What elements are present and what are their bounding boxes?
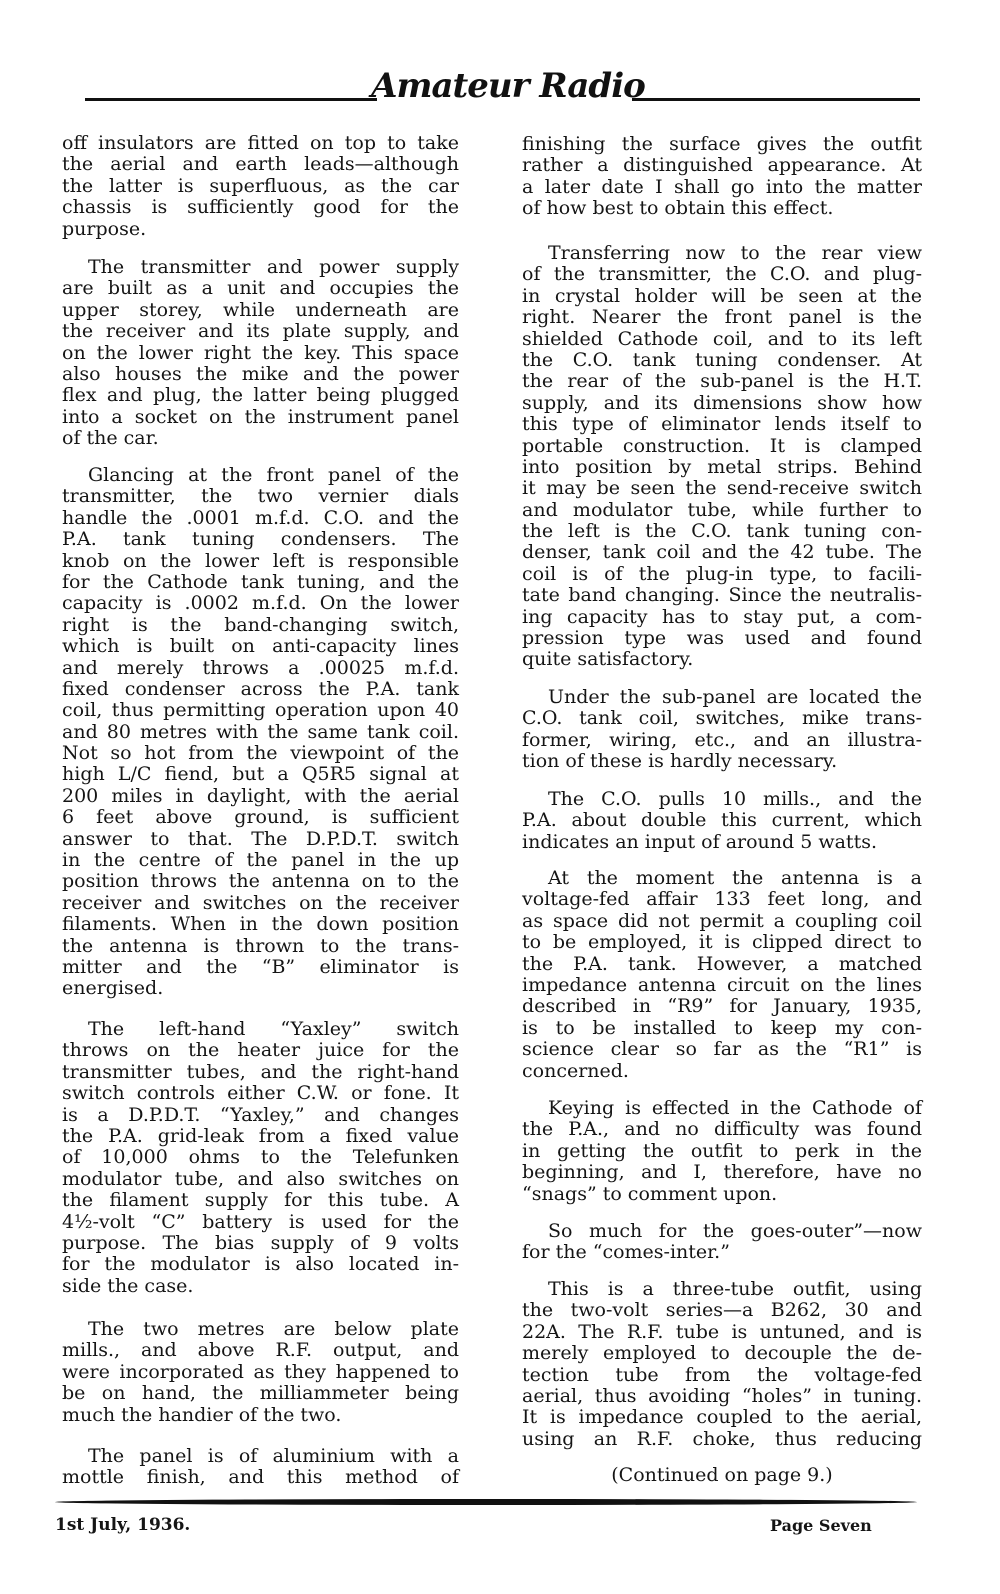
text-line: portable construction. It is clamped <box>522 434 922 457</box>
text-line: This is a three-tube outfit, using <box>548 1278 922 1300</box>
text-line: were incorporated as they happened to <box>62 1360 459 1383</box>
text-line: upper storey, while underneath are <box>62 298 459 321</box>
paragraph <box>522 687 922 773</box>
issue-date: 1st July, 1936. <box>55 1515 191 1535</box>
text-line: The transmitter and power supply <box>88 256 459 278</box>
text-line: ing capacity has to stay put, a com- <box>522 605 922 628</box>
text-line: The panel is of aluminium with a <box>88 1445 459 1467</box>
paragraph <box>522 1221 922 1264</box>
paragraph <box>62 465 459 1000</box>
text-line: are built as a unit and occupies the <box>62 277 459 300</box>
paragraph <box>62 133 459 240</box>
text-line: throws on the heater juice for the <box>62 1039 459 1062</box>
text-line: the two-volt series—a B262, 30 and <box>522 1299 922 1322</box>
text-line: The two metres are below plate <box>88 1318 459 1340</box>
paragraph <box>522 1279 922 1450</box>
text-line: the receiver and its plate supply, and <box>62 320 459 343</box>
text-line: supply, and its dimensions show how <box>522 391 922 414</box>
text-line: Transferring now to the rear view <box>548 242 922 264</box>
text-line: a later date I shall go into the matter <box>522 175 922 198</box>
text-line: handle the .0001 m.f.d. C.O. and the <box>62 506 459 529</box>
text-line: science clear so far as the “R1” is <box>522 1038 922 1061</box>
text-line: It is impedance coupled to the aerial, <box>522 1406 922 1429</box>
text-line: mitter and the “B” eliminator is <box>62 955 459 978</box>
text-line: “snags” to comment upon. <box>522 1182 778 1205</box>
text-line: fixed condenser across the P.A. tank <box>62 677 459 700</box>
text-line: 4½-volt “C” battery is used for the <box>62 1210 459 1233</box>
text-line: The C.O. pulls 10 mills., and the <box>548 788 922 810</box>
masthead-logo: Amateur Radio <box>371 66 645 106</box>
text-line: on the lower right the key. This space <box>62 341 459 364</box>
text-line: the antenna is thrown to the trans- <box>62 934 459 957</box>
text-line: right. Nearer the front panel is the <box>522 306 922 329</box>
paragraph <box>522 789 922 853</box>
text-line: for the Cathode tank tuning, and the <box>62 570 459 593</box>
text-line: right is the band-changing switch, <box>62 613 459 636</box>
text-line: of 10,000 ohms to the Telefunken <box>62 1146 459 1169</box>
text-line: receiver and switches on the receiver <box>62 891 459 914</box>
text-line: the P.A. tank. However, a matched <box>522 952 922 975</box>
text-line: chassis is sufficiently good for the <box>62 196 459 219</box>
text-line: using an R.F. choke, thus reducing <box>522 1427 922 1450</box>
text-line: denser, tank coil and the 42 tube. The <box>522 541 922 564</box>
text-line: it may be seen the send-receive switch <box>522 477 922 500</box>
text-line: in crystal holder will be seen at the <box>522 284 922 307</box>
text-line: coil is of the plug-in type, to facili- <box>522 562 922 585</box>
text-line: to be employed, it is clipped direct to <box>522 931 922 954</box>
text-line: the C.O. tank tuning condenser. At <box>522 348 922 371</box>
text-line: the rear of the sub-panel is the H.T. <box>522 370 922 393</box>
paragraph <box>62 1446 459 1489</box>
paragraph <box>62 257 459 450</box>
text-line: P.A. tank tuning condensers. The <box>62 528 459 551</box>
text-line: and 80 metres with the same tank coil. <box>62 720 459 743</box>
text-line: purpose. <box>62 217 147 240</box>
left-column <box>62 0 459 1594</box>
text-line: answer to that. The D.P.D.T. switch <box>62 827 459 850</box>
page-number: Page Seven <box>770 1516 872 1535</box>
text-line: the P.A. grid-leak from a fixed value <box>62 1124 459 1147</box>
text-line: of the car. <box>62 427 159 450</box>
text-line: beginning, and I, therefore, have no <box>522 1161 922 1184</box>
text-line: shielded Cathode coil, and to its left <box>522 327 922 350</box>
text-line: aerial, thus avoiding “holes” in tuning. <box>522 1384 922 1407</box>
text-line: coil, thus permitting operation upon 40 <box>62 699 459 722</box>
text-line: Not so hot from the viewpoint of the <box>62 742 459 765</box>
text-line: energised. <box>62 977 164 1000</box>
text-line: P.A. about double this current, which <box>522 809 922 832</box>
text-line: the latter is superfluous, as the car <box>62 174 459 197</box>
text-line: Under the sub-panel are located the <box>548 686 922 708</box>
text-line: for the “comes-inter.” <box>522 1241 730 1264</box>
paragraph <box>522 1098 922 1205</box>
text-line: Glancing at the front panel of the <box>88 464 459 486</box>
footer-rule <box>55 1499 917 1505</box>
text-line: in the centre of the panel in the up <box>62 849 459 872</box>
text-line: position throws the antenna on to the <box>62 870 459 893</box>
text-line: 6 feet above ground, is sufficient <box>62 806 459 829</box>
text-line: of the transmitter, the C.O. and plug- <box>522 263 922 286</box>
text-line: 22A. The R.F. tube is untuned, and is <box>522 1320 922 1343</box>
text-line: impedance antenna circuit on the lines <box>522 973 922 996</box>
text-line: finishing the surface gives the outfit <box>522 133 922 155</box>
text-line: off insulators are fitted on top to take <box>62 132 459 154</box>
right-column <box>522 0 922 1594</box>
text-line: tate band changing. Since the neutralis- <box>522 584 922 607</box>
text-line: and modulator tube, while further to <box>522 498 922 521</box>
text-line: as space did not permit a coupling coil <box>522 909 922 932</box>
text-line: 200 miles in daylight, with the aerial <box>62 784 459 807</box>
text-line: the aerial and earth leads—although <box>62 153 459 176</box>
paragraph <box>522 868 922 1082</box>
text-line: described in “R9” for January, 1935, <box>522 995 922 1018</box>
paragraph <box>522 134 922 220</box>
text-line: mottle finish, and this method of <box>62 1466 459 1489</box>
text-line: Keying is effected in the Cathode of <box>548 1097 922 1119</box>
text-line: The left-hand “Yaxley” switch <box>88 1018 459 1040</box>
text-line: the left is the C.O. tank tuning con- <box>522 520 922 543</box>
text-line: So much for the goes-outer”—now <box>548 1220 922 1242</box>
text-line: merely employed to decouple the de- <box>522 1342 922 1365</box>
text-line: At the moment the antenna is a <box>548 867 922 889</box>
paragraph <box>62 1019 459 1297</box>
text-line: tion of these is hardly necessary. <box>522 750 838 773</box>
text-line: transmitter, the two vernier dials <box>62 485 459 508</box>
text-line: which is built on anti-capacity lines <box>62 635 459 658</box>
text-line: also houses the mike and the power <box>62 362 459 385</box>
text-line: much the handier of the two. <box>62 1403 342 1426</box>
text-line: capacity is .0002 m.f.d. On the lower <box>62 592 459 615</box>
text-line: concerned. <box>522 1059 629 1082</box>
text-line: filaments. When in the down position <box>62 913 459 936</box>
text-line: side the case. <box>62 1274 194 1297</box>
text-line: former, wiring, etc., and an illustra- <box>522 728 922 751</box>
text-line: into position by metal strips. Behind <box>522 455 922 478</box>
text-line: indicates an input of around 5 watts. <box>522 830 877 853</box>
text-line: for the modulator is also located in- <box>62 1253 459 1276</box>
text-line: rather a distinguished appearance. At <box>522 154 922 177</box>
text-line: high L/C fiend, but a Q5R5 signal at <box>62 763 459 786</box>
text-line: tection tube from the voltage-fed <box>522 1363 922 1386</box>
paragraph <box>62 1319 459 1426</box>
text-line: into a socket on the instrument panel <box>62 405 459 428</box>
text-line: quite satisfactory. <box>522 648 694 671</box>
continued-note: (Continued on page 9.) <box>611 1464 833 1486</box>
paragraph <box>522 243 922 671</box>
text-line: voltage-fed affair 133 feet long, and <box>522 888 922 911</box>
text-line: is to be installed to keep my con- <box>522 1016 922 1039</box>
text-line: the P.A., and no difficulty was found <box>522 1118 922 1141</box>
text-line: in getting the outfit to perk in the <box>522 1139 922 1162</box>
text-line: and merely throws a .00025 m.f.d. <box>62 656 459 679</box>
text-line: is a D.P.D.T. “Yaxley,” and changes <box>62 1103 459 1126</box>
text-line: knob on the lower left is responsible <box>62 549 459 572</box>
text-line: flex and plug, the latter being plugged <box>62 384 459 407</box>
text-line: C.O. tank coil, switches, mike trans- <box>522 707 922 730</box>
text-line: be on hand, the milliammeter being <box>62 1382 459 1405</box>
text-line: the filament supply for this tube. A <box>62 1189 459 1212</box>
text-line: mills., and above R.F. output, and <box>62 1339 459 1362</box>
text-line: this type of eliminator lends itself to <box>522 413 922 436</box>
text-line: transmitter tubes, and the right-hand <box>62 1060 459 1083</box>
text-line: of how best to obtain this effect. <box>522 197 834 220</box>
text-line: pression type was used and found <box>522 627 922 650</box>
text-line: purpose. The bias supply of 9 volts <box>62 1231 459 1254</box>
text-line: switch controls either C.W. or fone. It <box>62 1082 459 1105</box>
text-line: modulator tube, and also switches on <box>62 1167 459 1190</box>
